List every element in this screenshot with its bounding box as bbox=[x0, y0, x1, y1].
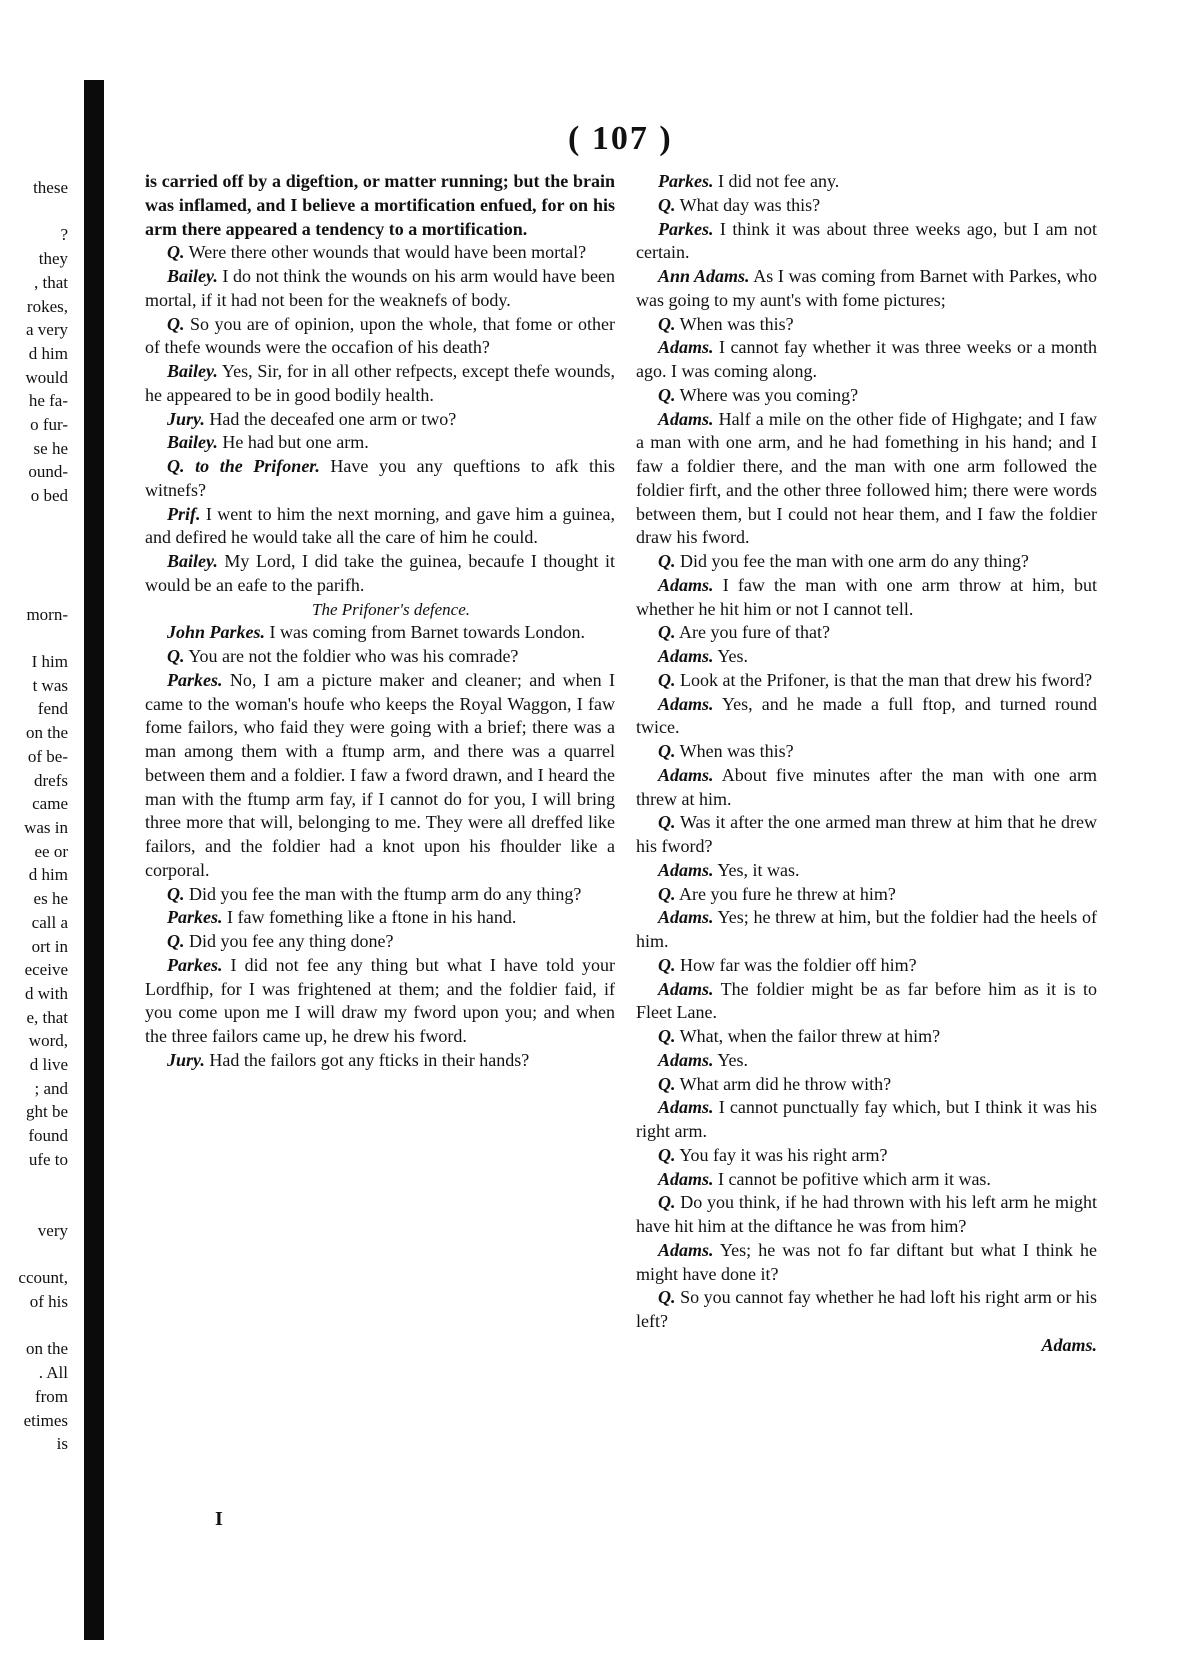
paragraph-text: Were there other wounds that would have been mortal? bbox=[184, 242, 587, 263]
margin-fragment: ound- bbox=[28, 462, 68, 482]
paragraph-text: What day was this? bbox=[675, 194, 821, 215]
question-marker: Q. bbox=[167, 313, 185, 334]
speaker-name: Adams. bbox=[658, 693, 714, 714]
paragraph-text: I faw the man with one arm throw at him, but whether he hit him or not I cannot tell. bbox=[636, 574, 1097, 619]
speaker-name: Jury. bbox=[167, 1049, 205, 1070]
testimony-paragraph bbox=[636, 1096, 1097, 1144]
continued-paragraph: is carried off by a digeftion, or matter running; but the brain was inflamed, and I believe a mortification enfued, for on his arm there appeared a tendency to a mortification. bbox=[145, 171, 615, 239]
question-paragraph bbox=[636, 811, 1097, 859]
paragraph-text: I was coming from Barnet towards London. bbox=[265, 622, 585, 643]
speaker-name: Adams. bbox=[658, 978, 714, 999]
paragraph-text: Where was you coming? bbox=[675, 384, 859, 405]
question-paragraph bbox=[145, 883, 615, 907]
testimony-paragraph bbox=[145, 431, 615, 455]
question-marker: Q. bbox=[658, 1144, 676, 1165]
paragraph-text: I faw fomething like a ftone in his hand. bbox=[222, 907, 517, 928]
speaker-name: Adams. bbox=[658, 1049, 714, 1070]
speaker-name: Adams. bbox=[658, 1168, 714, 1189]
question-paragraph bbox=[636, 669, 1097, 693]
margin-fragment bbox=[0, 200, 68, 224]
question-marker: Q. bbox=[658, 622, 676, 643]
margin-fragment: , that bbox=[34, 272, 68, 292]
margin-fragment: d him bbox=[28, 865, 68, 885]
margin-fragment: d him bbox=[28, 343, 68, 363]
speaker-name: Parkes. bbox=[658, 171, 714, 191]
speaker-name: John Parkes. bbox=[167, 622, 266, 643]
margin-fragment: would bbox=[25, 367, 68, 387]
margin-fragment: a very bbox=[25, 320, 68, 340]
margin-fragment bbox=[0, 532, 68, 556]
paragraph-text: I cannot punctually fay which, but I think it was his right arm. bbox=[636, 1097, 1097, 1141]
speaker-name: Jury. bbox=[167, 408, 205, 429]
testimony-paragraph bbox=[636, 1049, 1097, 1073]
question-paragraph bbox=[636, 1286, 1097, 1334]
testimony-paragraph bbox=[636, 764, 1097, 812]
testimony-paragraph bbox=[145, 265, 615, 313]
testimony-paragraph bbox=[636, 408, 1097, 551]
testimony-paragraph bbox=[636, 1168, 1097, 1192]
margin-fragment: o fur- bbox=[30, 415, 68, 435]
testimony-paragraph bbox=[636, 1239, 1097, 1287]
paragraph-text: Yes, and he made a full ftop, and turned round twice. bbox=[636, 693, 1097, 738]
testimony-paragraph bbox=[636, 218, 1097, 266]
paragraph-text: I think it was about three weeks ago, but I am not certain. bbox=[636, 218, 1097, 263]
paragraph-text: As I was coming from Barnet with Parkes, who was going to my aunt's with fome pictures; bbox=[636, 266, 1097, 310]
speaker-name: Ann Adams. bbox=[658, 266, 750, 286]
paragraph-text: He had but one arm. bbox=[217, 432, 369, 453]
margin-fragment bbox=[0, 626, 68, 650]
testimony-paragraph bbox=[145, 550, 615, 598]
question-marker: Q. bbox=[167, 242, 185, 263]
margin-fragment bbox=[0, 1243, 68, 1267]
margin-fragment: drefs bbox=[34, 770, 68, 790]
margin-fragment: t was bbox=[32, 675, 68, 695]
question-marker: Q. bbox=[658, 551, 676, 571]
margin-fragment: ; and bbox=[34, 1078, 68, 1098]
question-paragraph bbox=[636, 740, 1097, 764]
margin-fragment: they bbox=[38, 249, 68, 269]
question-paragraph bbox=[636, 1073, 1097, 1097]
paragraph-text: Have you any queftions to afk this witnefs? bbox=[145, 456, 615, 500]
paragraph-text: Yes; he threw at him, but the foldier had the heels of him. bbox=[636, 907, 1097, 951]
question-marker: Q. bbox=[658, 954, 676, 975]
margin-fragment: ccount, bbox=[18, 1268, 68, 1288]
testimony-paragraph bbox=[145, 408, 615, 432]
speaker-name: Parkes. bbox=[658, 218, 714, 239]
question-marker: Q. bbox=[167, 883, 185, 904]
margin-fragment bbox=[0, 1172, 68, 1196]
margin-fragment: ? bbox=[60, 225, 68, 245]
speaker-name: Adams. bbox=[658, 1239, 714, 1260]
margin-fragment: ee or bbox=[34, 841, 68, 861]
margin-fragment: on the bbox=[25, 1339, 68, 1359]
testimony-paragraph bbox=[636, 336, 1097, 384]
question-paragraph bbox=[636, 1144, 1097, 1168]
paragraph-text: So you cannot fay whether he had loft his right arm or his left? bbox=[636, 1287, 1097, 1331]
margin-fragment: ort in bbox=[31, 936, 68, 956]
margin-fragment: came bbox=[32, 794, 68, 814]
speaker-name: Adams. bbox=[658, 1097, 714, 1118]
margin-fragment: e, that bbox=[26, 1007, 68, 1027]
speaker-name: Prif. bbox=[167, 503, 201, 524]
testimony-paragraph bbox=[636, 574, 1097, 622]
question-marker: Q. bbox=[658, 384, 676, 405]
question-marker: Q. bbox=[167, 931, 185, 951]
margin-fragment: rokes, bbox=[26, 296, 68, 316]
speaker-name: Adams. bbox=[658, 574, 714, 595]
testimony-paragraph bbox=[636, 859, 1097, 883]
speaker-name: Adams. bbox=[658, 408, 714, 429]
paragraph-text: When was this? bbox=[675, 741, 794, 761]
speaker-name: Adams. bbox=[658, 859, 714, 880]
paragraph-text: Did you fee any thing done? bbox=[184, 931, 394, 951]
paragraph-text: I do not think the wounds on his arm would have been mortal, if it had not been for the weaknefs of body. bbox=[145, 266, 615, 310]
margin-fragment: is bbox=[56, 1434, 68, 1454]
margin-fragment: o bed bbox=[30, 486, 68, 506]
margin-fragment: call a bbox=[31, 912, 68, 932]
margin-fragment: ufe to bbox=[28, 1149, 68, 1169]
speaker-name: Adams. bbox=[658, 907, 714, 928]
section-heading: The Prifoner's defence. bbox=[311, 599, 470, 619]
testimony-paragraph bbox=[145, 503, 615, 551]
paragraph-text: What arm did he throw with? bbox=[675, 1073, 892, 1094]
left-text-column bbox=[145, 170, 615, 1073]
speaker-name: Parkes. bbox=[167, 954, 223, 975]
question-marker: Q. to the Prifoner. bbox=[167, 456, 320, 476]
question-marker: Q. bbox=[658, 1287, 676, 1308]
paragraph-text: I cannot fay whether it was three weeks or a month ago. I was coming along. bbox=[636, 337, 1097, 381]
question-paragraph bbox=[636, 883, 1097, 907]
margin-fragment: es he bbox=[33, 889, 68, 909]
testimony-paragraph bbox=[636, 265, 1097, 313]
paragraph-text: Had the deceafed one arm or two? bbox=[204, 408, 457, 429]
testimony-paragraph bbox=[145, 360, 615, 408]
question-paragraph bbox=[636, 194, 1097, 218]
paragraph-text: I did not fee any thing but what I have told your Lordfhip, for I was frightened at them; and the foldier faid, if you come upon me I will draw my fword upon you; and when the three failors came up, he drew his fword. bbox=[145, 954, 615, 1046]
margin-fragment: ght be bbox=[25, 1102, 68, 1122]
paragraph-text: When was this? bbox=[675, 313, 794, 334]
paragraph-text: Had the failors got any fticks in their hands? bbox=[204, 1049, 530, 1070]
testimony-paragraph bbox=[636, 645, 1097, 669]
testimony-paragraph bbox=[145, 954, 615, 1049]
testimony-paragraph bbox=[636, 693, 1097, 741]
question-marker: Q. bbox=[658, 1192, 676, 1213]
paragraph-text: Yes; he was not fo far diftant but what I think he might have done it? bbox=[636, 1239, 1097, 1284]
paragraph-text: Did you fee the man with one arm do any thing? bbox=[675, 551, 1029, 571]
question-paragraph bbox=[636, 384, 1097, 408]
paragraph-text: Yes. bbox=[713, 646, 749, 666]
catchword: Adams. bbox=[1041, 1334, 1097, 1355]
speaker-name: Bailey. bbox=[167, 551, 218, 571]
question-marker: Q. bbox=[658, 313, 676, 334]
margin-fragment: he fa- bbox=[28, 391, 68, 411]
question-marker: Q. bbox=[658, 194, 676, 215]
question-marker: Q. bbox=[658, 741, 676, 761]
question-paragraph bbox=[145, 455, 615, 503]
margin-fragment: d live bbox=[29, 1055, 68, 1075]
margin-fragment: word, bbox=[28, 1031, 68, 1051]
speaker-name: Adams. bbox=[658, 764, 714, 785]
paragraph-text: My Lord, I did take the guinea, becaufe I thought it would be an eafe to the parifh. bbox=[145, 551, 615, 595]
question-paragraph bbox=[636, 1191, 1097, 1239]
question-paragraph bbox=[145, 930, 615, 954]
paragraph-text: Half a mile on the other fide of Highgate; and I faw a man with one arm, and he had fomething in his hand; and I faw a foldier there, and the man with one arm followed the foldier firft, and the other three followed him; there were words between them, but I could not hear them, and I faw the foldier draw his fword. bbox=[636, 408, 1097, 548]
paragraph-text: Did you fee the man with the ftump arm do any thing? bbox=[184, 883, 582, 904]
margin-fragment bbox=[0, 555, 68, 579]
margin-fragment: from bbox=[34, 1386, 68, 1406]
paragraph-text: About five minutes after the man with one arm threw at him. bbox=[636, 764, 1097, 809]
question-paragraph bbox=[145, 645, 615, 669]
paragraph-text: What, when the failor threw at him? bbox=[675, 1026, 941, 1046]
margin-fragment: morn- bbox=[26, 604, 68, 624]
question-marker: Q. bbox=[167, 646, 185, 666]
paragraph-text: I went to him the next morning, and gave him a guinea, and defired he would take all the care of him he could. bbox=[145, 503, 615, 548]
margin-fragment bbox=[0, 579, 68, 603]
margin-fragment bbox=[0, 1314, 68, 1338]
testimony-paragraph bbox=[145, 906, 615, 930]
testimony-paragraph bbox=[636, 906, 1097, 954]
paragraph-text: Was it after the one armed man threw at him that he drew his fword? bbox=[636, 812, 1097, 856]
paragraph-text: Are you fure he threw at him? bbox=[675, 883, 896, 904]
margin-fragment: eceive bbox=[24, 960, 68, 980]
paragraph-text: Yes, it was. bbox=[713, 859, 800, 880]
margin-fragment: these bbox=[33, 178, 68, 197]
question-paragraph bbox=[145, 313, 615, 361]
question-paragraph bbox=[636, 313, 1097, 337]
paragraph-text: So you are of opinion, upon the whole, that fome or other of thefe wounds were the occafion of his death? bbox=[145, 313, 615, 358]
signature-mark: I bbox=[215, 1508, 223, 1530]
testimony-paragraph bbox=[145, 669, 615, 883]
paragraph-text: Yes, Sir, for in all other refpects, except thefe wounds, he appeared to be in good bodily health. bbox=[145, 361, 615, 405]
question-marker: Q. bbox=[658, 669, 676, 690]
testimony-paragraph bbox=[145, 1049, 615, 1073]
question-marker: Q. bbox=[658, 1026, 676, 1046]
margin-fragment: on the bbox=[25, 723, 68, 743]
testimony-paragraph bbox=[145, 621, 615, 645]
margin-fragment: of be- bbox=[27, 746, 68, 766]
question-marker: Q. bbox=[658, 883, 676, 904]
speaker-name: Bailey. bbox=[167, 361, 218, 381]
paragraph-text: The foldier might be as far before him as it is to Fleet Lane. bbox=[636, 978, 1097, 1023]
right-text-column bbox=[636, 170, 1097, 1358]
question-paragraph bbox=[636, 621, 1097, 645]
paragraph-text: Look at the Prifoner, is that the man that drew his fword? bbox=[675, 669, 1093, 690]
binding-gutter bbox=[84, 80, 104, 1640]
paragraph-text: I did not fee any. bbox=[713, 171, 840, 191]
question-paragraph bbox=[636, 1025, 1097, 1049]
question-paragraph bbox=[145, 241, 615, 265]
margin-fragment: fend bbox=[37, 699, 68, 719]
testimony-paragraph bbox=[636, 170, 1097, 194]
margin-fragment: d with bbox=[25, 983, 68, 1003]
question-marker: Q. bbox=[658, 812, 676, 833]
speaker-name: Adams. bbox=[658, 646, 714, 666]
page-number: ( 107 ) bbox=[568, 120, 673, 157]
question-marker: Q. bbox=[658, 1073, 676, 1094]
speaker-name: Bailey. bbox=[167, 432, 218, 453]
paragraph-text: How far was the foldier off him? bbox=[675, 954, 917, 975]
margin-fragment: . All bbox=[38, 1363, 68, 1383]
paragraph-text: You fay it was his right arm? bbox=[675, 1144, 888, 1165]
margin-fragment: found bbox=[28, 1126, 68, 1146]
facing-page-margin-fragments bbox=[0, 176, 68, 1456]
testimony-paragraph bbox=[636, 978, 1097, 1026]
question-paragraph bbox=[636, 954, 1097, 978]
margin-fragment: se he bbox=[33, 438, 68, 458]
speaker-name: Bailey. bbox=[167, 266, 218, 286]
margin-fragment: very bbox=[37, 1220, 68, 1240]
paragraph-text: Are you fure of that? bbox=[675, 622, 830, 643]
speaker-name: Adams. bbox=[658, 337, 714, 358]
paragraph-text: Yes. bbox=[713, 1049, 749, 1070]
margin-fragment: etimes bbox=[23, 1410, 68, 1430]
question-paragraph bbox=[636, 550, 1097, 574]
paragraph-text: I cannot be pofitive which arm it was. bbox=[713, 1168, 991, 1189]
margin-fragment bbox=[0, 508, 68, 532]
margin-fragment: I him bbox=[31, 652, 68, 672]
margin-fragment: of his bbox=[29, 1292, 68, 1312]
margin-fragment: was in bbox=[24, 817, 68, 837]
paragraph-text: No, I am a picture maker and cleaner; and when I came to the woman's houfe who keeps the Royal Waggon, I faw fome failors, who faid they were going with a brief; there was a man among them with a ftump arm, and there was a quarrel between them and a foldier. I faw a fword drawn, and I heard the man with the ftump arm fay, if I cannot do for you, I will bring three more that will, belonging to me. They were all dreffed like failors, and the foldier had a knot upon his fhoulder like a corporal. bbox=[145, 669, 615, 880]
speaker-name: Parkes. bbox=[167, 907, 223, 928]
paragraph-text: Do you think, if he had thrown with his left arm he might have hit him at the diftance he was from him? bbox=[636, 1192, 1097, 1236]
speaker-name: Parkes. bbox=[167, 669, 223, 690]
paragraph-text: You are not the foldier who was his comrade? bbox=[184, 646, 519, 666]
margin-fragment bbox=[0, 1195, 68, 1219]
